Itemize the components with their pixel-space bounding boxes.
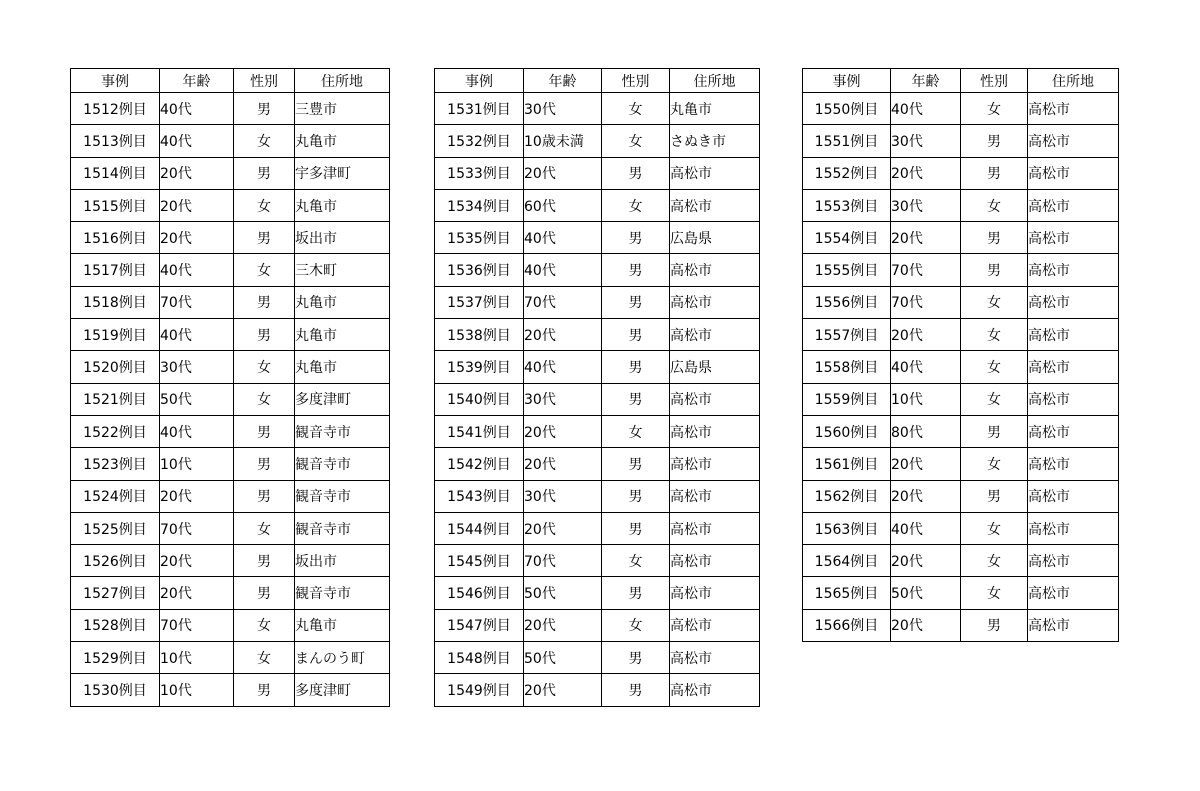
sex-cell: 女 [234,125,295,157]
sex-cell: 男 [961,222,1028,254]
case-number-cell: 1543例目 [435,480,524,512]
sex-cell: 女 [234,609,295,641]
address-cell: 高松市 [1028,93,1119,125]
table-row [71,512,390,544]
address-cell: 三木町 [295,254,390,286]
case-number-cell: 1541例目 [435,415,524,447]
case-number-cell: 1522例目 [71,415,160,447]
address-cell: 高松市 [1028,383,1119,415]
age-group-cell: 40代 [524,254,602,286]
sex-cell: 男 [602,642,670,674]
table-row [71,448,390,480]
age-group-cell: 30代 [891,189,961,221]
age-group-cell: 10歳未満 [524,125,602,157]
sex-cell: 女 [234,351,295,383]
table-row [435,480,760,512]
table-row [71,674,390,706]
address-cell: 観音寺市 [295,448,390,480]
table-row [435,448,760,480]
sex-cell: 男 [961,125,1028,157]
case-number-cell: 1530例目 [71,674,160,706]
sex-cell: 男 [234,448,295,480]
table-row [71,319,390,351]
header-address: 住所地 [1028,69,1119,93]
table-row [435,222,760,254]
sex-cell: 女 [234,512,295,544]
address-cell: 高松市 [1028,512,1119,544]
sex-cell: 男 [234,480,295,512]
age-group-cell: 50代 [524,577,602,609]
address-cell: 高松市 [1028,254,1119,286]
address-cell: 多度津町 [295,674,390,706]
table-row [71,254,390,286]
age-group-cell: 50代 [160,383,234,415]
address-cell: 高松市 [1028,480,1119,512]
case-number-cell: 1513例目 [71,125,160,157]
age-group-cell: 30代 [891,125,961,157]
age-group-cell: 40代 [891,512,961,544]
case-number-cell: 1553例目 [803,189,891,221]
age-group-cell: 20代 [524,512,602,544]
case-number-cell: 1531例目 [435,93,524,125]
sex-cell: 男 [234,157,295,189]
case-number-cell: 1516例目 [71,222,160,254]
case-number-cell: 1566例目 [803,609,891,641]
address-cell: 高松市 [670,286,760,318]
address-cell: 丸亀市 [295,351,390,383]
age-group-cell: 70代 [524,545,602,577]
sex-cell: 男 [961,254,1028,286]
case-number-cell: 1545例目 [435,545,524,577]
age-group-cell: 40代 [160,254,234,286]
case-number-cell: 1536例目 [435,254,524,286]
header-row [71,69,390,93]
sex-cell: 女 [602,125,670,157]
header-case: 事例 [71,69,160,93]
age-group-cell: 20代 [524,609,602,641]
address-cell: 高松市 [670,319,760,351]
header-sex: 性別 [961,69,1028,93]
table-row [803,609,1119,641]
sex-cell: 男 [602,512,670,544]
table-row [435,642,760,674]
age-group-cell: 20代 [160,189,234,221]
case-number-cell: 1512例目 [71,93,160,125]
sex-cell: 女 [961,319,1028,351]
header-sex: 性別 [234,69,295,93]
address-cell: 高松市 [670,480,760,512]
table-row [803,222,1119,254]
table-row [71,189,390,221]
sex-cell: 男 [602,222,670,254]
age-group-cell: 20代 [160,545,234,577]
case-number-cell: 1548例目 [435,642,524,674]
age-group-cell: 30代 [524,383,602,415]
case-table-2 [434,68,760,707]
case-number-cell: 1542例目 [435,448,524,480]
sex-cell: 男 [961,609,1028,641]
age-group-cell: 20代 [891,609,961,641]
case-number-cell: 1554例目 [803,222,891,254]
header-row [435,69,760,93]
table-row [435,93,760,125]
age-group-cell: 10代 [160,642,234,674]
age-group-cell: 80代 [891,415,961,447]
age-group-cell: 40代 [160,93,234,125]
address-cell: 坂出市 [295,222,390,254]
sex-cell: 男 [602,351,670,383]
sex-cell: 男 [602,319,670,351]
sex-cell: 女 [234,254,295,286]
table-row [803,512,1119,544]
sex-cell: 男 [961,157,1028,189]
age-group-cell: 20代 [524,157,602,189]
age-group-cell: 20代 [524,319,602,351]
sex-cell: 男 [961,480,1028,512]
case-number-cell: 1535例目 [435,222,524,254]
table-row [803,125,1119,157]
age-group-cell: 40代 [891,93,961,125]
address-cell: 坂出市 [295,545,390,577]
address-cell: 丸亀市 [295,125,390,157]
sex-cell: 男 [602,480,670,512]
address-cell: 三豊市 [295,93,390,125]
sex-cell: 男 [234,577,295,609]
address-cell: 広島県 [670,351,760,383]
header-address: 住所地 [670,69,760,93]
table-row [803,577,1119,609]
address-cell: さぬき市 [670,125,760,157]
age-group-cell: 30代 [524,93,602,125]
case-number-cell: 1546例目 [435,577,524,609]
age-group-cell: 50代 [891,577,961,609]
case-number-cell: 1557例目 [803,319,891,351]
address-cell: 高松市 [1028,609,1119,641]
case-number-cell: 1525例目 [71,512,160,544]
case-number-cell: 1520例目 [71,351,160,383]
sex-cell: 男 [234,319,295,351]
sex-cell: 男 [234,545,295,577]
header-age: 年齢 [160,69,234,93]
sex-cell: 男 [602,448,670,480]
address-cell: 高松市 [670,254,760,286]
case-number-cell: 1559例目 [803,383,891,415]
age-group-cell: 30代 [524,480,602,512]
sex-cell: 女 [961,545,1028,577]
table-row [435,125,760,157]
table-row [803,448,1119,480]
case-number-cell: 1534例目 [435,189,524,221]
sex-cell: 女 [602,189,670,221]
sex-cell: 女 [961,512,1028,544]
sex-cell: 女 [234,383,295,415]
age-group-cell: 40代 [160,319,234,351]
case-number-cell: 1537例目 [435,286,524,318]
address-cell: 丸亀市 [295,609,390,641]
age-group-cell: 20代 [524,415,602,447]
sex-cell: 女 [602,609,670,641]
age-group-cell: 40代 [891,351,961,383]
table-row [71,480,390,512]
age-group-cell: 30代 [160,351,234,383]
case-number-cell: 1527例目 [71,577,160,609]
age-group-cell: 70代 [891,254,961,286]
table-row [71,351,390,383]
address-cell: 高松市 [670,642,760,674]
age-group-cell: 70代 [891,286,961,318]
age-group-cell: 20代 [891,480,961,512]
sex-cell: 女 [234,642,295,674]
case-number-cell: 1562例目 [803,480,891,512]
age-group-cell: 70代 [524,286,602,318]
address-cell: 観音寺市 [295,577,390,609]
table-row [435,189,760,221]
address-cell: 高松市 [1028,286,1119,318]
age-group-cell: 70代 [160,512,234,544]
age-group-cell: 70代 [160,286,234,318]
table-row [71,125,390,157]
age-group-cell: 20代 [524,674,602,706]
age-group-cell: 10代 [891,383,961,415]
sex-cell: 女 [961,189,1028,221]
table-row [435,319,760,351]
age-group-cell: 10代 [160,674,234,706]
case-number-cell: 1521例目 [71,383,160,415]
table-row [803,415,1119,447]
table-row [803,480,1119,512]
table-row [71,222,390,254]
case-number-cell: 1540例目 [435,383,524,415]
address-cell: 高松市 [1028,577,1119,609]
age-group-cell: 20代 [891,319,961,351]
table-row [435,286,760,318]
case-number-cell: 1547例目 [435,609,524,641]
table-row [803,254,1119,286]
age-group-cell: 20代 [891,545,961,577]
case-number-cell: 1549例目 [435,674,524,706]
case-number-cell: 1524例目 [71,480,160,512]
table-row [71,642,390,674]
address-cell: 高松市 [1028,157,1119,189]
case-number-cell: 1558例目 [803,351,891,383]
address-cell: まんのう町 [295,642,390,674]
header-age: 年齢 [891,69,961,93]
case-table-1 [70,68,390,707]
case-number-cell: 1564例目 [803,545,891,577]
age-group-cell: 60代 [524,189,602,221]
address-cell: 高松市 [1028,448,1119,480]
case-number-cell: 1565例目 [803,577,891,609]
case-number-cell: 1528例目 [71,609,160,641]
age-group-cell: 20代 [891,222,961,254]
sex-cell: 男 [602,383,670,415]
sex-cell: 女 [961,286,1028,318]
sex-cell: 男 [961,415,1028,447]
case-number-cell: 1550例目 [803,93,891,125]
sex-cell: 女 [961,577,1028,609]
age-group-cell: 20代 [160,222,234,254]
address-cell: 高松市 [670,545,760,577]
header-address: 住所地 [295,69,390,93]
age-group-cell: 50代 [524,642,602,674]
table-row [71,577,390,609]
address-cell: 丸亀市 [670,93,760,125]
table-row [435,545,760,577]
table-row [803,157,1119,189]
case-number-cell: 1551例目 [803,125,891,157]
sex-cell: 男 [234,222,295,254]
case-number-cell: 1532例目 [435,125,524,157]
table-row [71,93,390,125]
address-cell: 高松市 [670,609,760,641]
case-number-cell: 1519例目 [71,319,160,351]
sex-cell: 男 [602,254,670,286]
age-group-cell: 70代 [160,609,234,641]
address-cell: 高松市 [670,383,760,415]
sex-cell: 男 [234,674,295,706]
age-group-cell: 20代 [160,577,234,609]
table-row [803,545,1119,577]
address-cell: 観音寺市 [295,512,390,544]
case-number-cell: 1539例目 [435,351,524,383]
case-number-cell: 1514例目 [71,157,160,189]
case-number-cell: 1560例目 [803,415,891,447]
sex-cell: 女 [961,93,1028,125]
header-row [803,69,1119,93]
table-row [803,93,1119,125]
table-row [803,351,1119,383]
case-number-cell: 1518例目 [71,286,160,318]
address-cell: 丸亀市 [295,286,390,318]
case-number-cell: 1538例目 [435,319,524,351]
sex-cell: 女 [602,93,670,125]
address-cell: 高松市 [670,415,760,447]
header-case: 事例 [435,69,524,93]
sex-cell: 女 [602,545,670,577]
case-number-cell: 1552例目 [803,157,891,189]
age-group-cell: 20代 [160,480,234,512]
age-group-cell: 40代 [524,222,602,254]
table-row [435,254,760,286]
case-number-cell: 1544例目 [435,512,524,544]
table-row [803,319,1119,351]
case-table-3 [802,68,1119,642]
sex-cell: 女 [602,415,670,447]
address-cell: 広島県 [670,222,760,254]
table-row [71,415,390,447]
case-number-cell: 1561例目 [803,448,891,480]
table-row [71,286,390,318]
sex-cell: 男 [234,415,295,447]
address-cell: 高松市 [670,448,760,480]
header-case: 事例 [803,69,891,93]
table-row [71,609,390,641]
table-row [435,383,760,415]
address-cell: 多度津町 [295,383,390,415]
address-cell: 高松市 [1028,222,1119,254]
case-number-cell: 1529例目 [71,642,160,674]
table-row [803,383,1119,415]
age-group-cell: 40代 [160,125,234,157]
case-number-cell: 1515例目 [71,189,160,221]
address-cell: 観音寺市 [295,480,390,512]
table-row [71,383,390,415]
address-cell: 高松市 [1028,319,1119,351]
age-group-cell: 20代 [891,157,961,189]
sex-cell: 男 [602,157,670,189]
age-group-cell: 40代 [160,415,234,447]
header-age: 年齢 [524,69,602,93]
case-number-cell: 1556例目 [803,286,891,318]
address-cell: 高松市 [670,674,760,706]
age-group-cell: 20代 [891,448,961,480]
sex-cell: 女 [234,189,295,221]
case-number-cell: 1563例目 [803,512,891,544]
address-cell: 高松市 [1028,189,1119,221]
case-number-cell: 1555例目 [803,254,891,286]
address-cell: 高松市 [1028,125,1119,157]
header-sex: 性別 [602,69,670,93]
table-row [71,545,390,577]
address-cell: 高松市 [670,189,760,221]
table-row [803,189,1119,221]
case-number-cell: 1517例目 [71,254,160,286]
table-row [71,157,390,189]
case-number-cell: 1523例目 [71,448,160,480]
table-row [435,674,760,706]
sex-cell: 男 [234,286,295,318]
sex-cell: 男 [602,674,670,706]
address-cell: 丸亀市 [295,319,390,351]
age-group-cell: 40代 [524,351,602,383]
case-number-cell: 1526例目 [71,545,160,577]
table-row [435,512,760,544]
case-number-cell: 1533例目 [435,157,524,189]
table-row [435,351,760,383]
address-cell: 高松市 [670,157,760,189]
address-cell: 高松市 [1028,545,1119,577]
sex-cell: 女 [961,351,1028,383]
table-row [435,609,760,641]
address-cell: 高松市 [1028,415,1119,447]
age-group-cell: 10代 [160,448,234,480]
age-group-cell: 20代 [160,157,234,189]
address-cell: 高松市 [670,577,760,609]
table-row [435,157,760,189]
sex-cell: 男 [602,577,670,609]
sex-cell: 男 [234,93,295,125]
table-row [435,577,760,609]
sex-cell: 女 [961,448,1028,480]
address-cell: 高松市 [1028,351,1119,383]
sex-cell: 女 [961,383,1028,415]
address-cell: 高松市 [670,512,760,544]
address-cell: 宇多津町 [295,157,390,189]
address-cell: 観音寺市 [295,415,390,447]
age-group-cell: 20代 [524,448,602,480]
table-row [435,415,760,447]
address-cell: 丸亀市 [295,189,390,221]
table-row [803,286,1119,318]
sex-cell: 男 [602,286,670,318]
